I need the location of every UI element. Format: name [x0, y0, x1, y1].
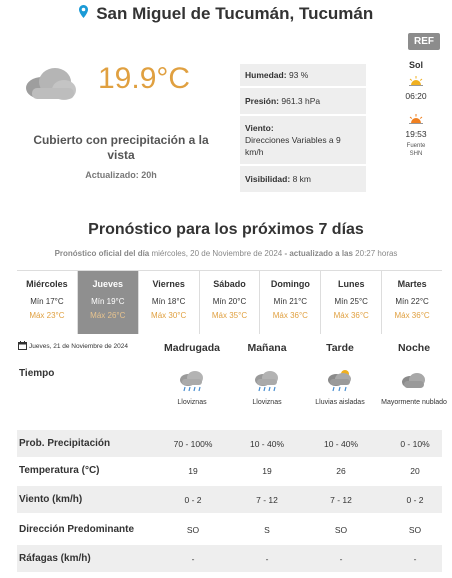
weather-desc: Mayormente nublado — [381, 399, 447, 406]
current-temperature: 19.9°C — [98, 62, 191, 95]
day-tab-active[interactable]: Jueves Mín 19°C Máx 26°C — [78, 271, 139, 334]
weather-desc: Lloviznas — [252, 399, 282, 406]
table-cell: SO — [186, 525, 200, 535]
table-cell: 0 - 2 — [406, 495, 424, 505]
day-tab[interactable]: Domingo Mín 21°C Máx 36°C — [260, 271, 321, 334]
updated-label: Actualizado: 20h — [85, 170, 157, 180]
table-cell: 19 — [188, 466, 198, 476]
table-cell: 0 - 2 — [184, 495, 202, 505]
weather-label: Tiempo — [19, 368, 55, 379]
day-tab[interactable]: Miércoles Mín 17°C Máx 23°C — [17, 271, 78, 334]
sunset-icon — [400, 111, 432, 129]
table-cell: SO — [334, 525, 348, 535]
cloud-icon — [22, 66, 78, 107]
day-tab[interactable]: Martes Mín 22°C Máx 36°C — [394, 279, 430, 320]
table-cell: 20 — [410, 466, 420, 476]
stat-humidity: Humedad: 93 % — [240, 64, 366, 88]
day-tab[interactable]: Lunes Mín 25°C Máx 36°C — [321, 271, 382, 334]
period-manana: Mañana — [247, 342, 287, 354]
rain-cloud-icon — [162, 370, 222, 399]
row-label: Ráfagas (km/h) — [19, 553, 91, 564]
table-cell: 10 - 40% — [323, 439, 359, 449]
weather-desc: Lloviznas — [177, 399, 207, 406]
table-row — [17, 457, 442, 484]
table-cell: SO — [408, 525, 422, 535]
calendar-icon — [18, 341, 27, 352]
table-cell: - — [413, 554, 417, 564]
ref-button[interactable]: REF — [408, 33, 440, 50]
stat-visibility: Visibilidad: 8 km — [240, 166, 366, 194]
table-cell: 0 - 10% — [400, 439, 430, 449]
table-cell: - — [265, 554, 269, 564]
table-row — [17, 545, 442, 572]
cloud-icon — [384, 372, 444, 395]
sun-title: Sol — [408, 60, 423, 70]
table-cell: 19 — [262, 466, 272, 476]
table-cell: 70 - 100% — [173, 439, 213, 449]
period-madrugada: Madrugada — [163, 342, 220, 354]
forecast-subtitle: Pronóstico oficial del día miércoles, 20 de Noviembre de 2024 - actualizado a las 20:27 horas — [54, 249, 398, 258]
sun-source: Fuente SHN — [406, 143, 426, 157]
sunrise-time: 06:20 — [405, 91, 427, 101]
storm-cloud-icon — [310, 368, 370, 399]
forecast-title: Pronóstico para los próximos 7 días — [88, 221, 364, 238]
table-cell: - — [339, 554, 343, 564]
location-title: San Miguel de Tucumán, Tucumán — [96, 4, 374, 23]
current-stats — [240, 64, 366, 194]
period-tarde: Tarde — [326, 342, 354, 354]
sunrise-icon — [400, 73, 432, 91]
table-cell: 10 - 40% — [249, 439, 285, 449]
row-label: Temperatura (°C) — [19, 465, 100, 476]
day-tabs — [17, 270, 442, 334]
table-cell: 26 — [336, 466, 346, 476]
row-label: Dirección Predominante — [19, 524, 135, 535]
stat-wind: Viento: Direcciones Variables a 9 km/h — [240, 116, 366, 166]
location-header — [0, 4, 452, 24]
table-row — [17, 430, 442, 457]
row-label: Prob. Precipitación — [19, 438, 111, 449]
period-noche: Noche — [397, 342, 431, 354]
table-row — [17, 486, 442, 513]
day-tab[interactable]: Viernes Mín 18°C Máx 30°C — [139, 271, 200, 334]
sunset-time: 19:53 — [405, 129, 427, 139]
stat-pressure: Presión: 961.3 hPa — [240, 88, 366, 116]
detail-date: Jueves, 21 de Noviembre de 2024 — [18, 341, 128, 352]
table-cell: 7 - 12 — [330, 495, 352, 505]
row-label: Viento (km/h) — [19, 494, 83, 505]
day-tab[interactable]: Sábado Mín 20°C Máx 35°C — [200, 271, 261, 334]
current-description: Cubierto con precipitación a la vista — [33, 133, 209, 162]
table-row — [17, 516, 442, 543]
table-cell: - — [191, 554, 195, 564]
rain-cloud-icon — [237, 370, 297, 399]
location-pin-icon — [79, 5, 88, 23]
weather-desc: Lluvias aisladas — [315, 399, 365, 406]
table-cell: S — [264, 525, 270, 535]
sun-panel — [400, 60, 432, 158]
table-cell: 7 - 12 — [256, 495, 278, 505]
